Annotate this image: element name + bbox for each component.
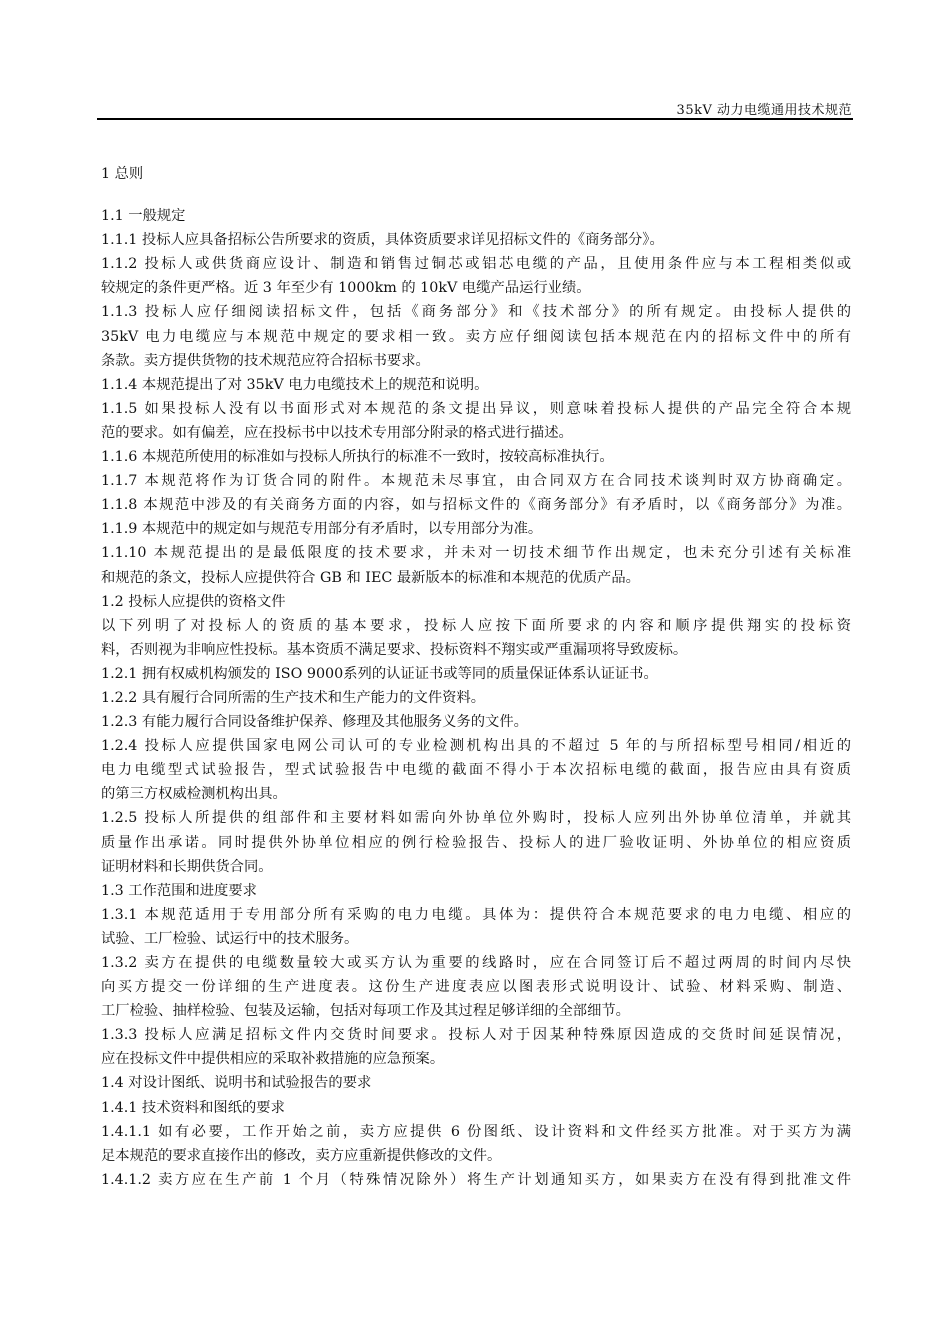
text-line: 1.2.4 投标人应提供国家电网公司认可的专业检测机构出具的不超过 5 年的与所招标型号相同/相近的	[101, 738, 851, 755]
text-line: 和规范的条文，投标人应提供符合 GB 和 IEC 最新版本的标准和本规范的优质产品。	[101, 569, 640, 586]
header-divider	[97, 118, 853, 120]
text-line: 1.3.3 投标人应满足招标文件内交货时间要求。投标人对于因某种特殊原因造成的交货时间延误情况，	[101, 1027, 851, 1044]
text-line: 1.1.5 如果投标人没有以书面形式对本规范的条文提出异议，则意味着投标人提供的产品完全符合本规	[101, 400, 851, 417]
text-line: 1.2.1 拥有权威机构颁发的 ISO 9000系列的认证证书或等同的质量保证体系认证证书。	[101, 665, 658, 682]
text-line: 1.1.7 本规范将作为订货合同的附件。本规范未尽事宜，由合同双方在合同技术谈判时双方协商确定。	[101, 473, 851, 490]
text-line: 1.1.1 投标人应具备招标公告所要求的资质，具体资质要求详见招标文件的《商务部分》。	[101, 232, 664, 249]
text-line: 足本规范的要求直接作出的修改，卖方应重新提供修改的文件。	[101, 1147, 502, 1164]
paragraph-gap	[101, 186, 851, 204]
text-line: 应在投标文件中提供相应的采取补救措施的应急预案。	[101, 1051, 445, 1068]
text-line: 工厂检验、抽样检验、包装及运输，包括对每项工作及其过程足够详细的全部细节。	[101, 1003, 630, 1020]
header-title: 35kV 动力电缆通用技术规范	[676, 103, 852, 118]
text-line: 1.2.5 投标人所提供的组部件和主要材料如需向外协单位外购时，投标人应列出外协单位清单，并就其	[101, 810, 851, 827]
text-line: 向买方提交一份详细的生产进度表。这份生产进度表应以图表形式说明设计、试验、材料采购、制造、	[101, 979, 851, 996]
text-line: 1.2.2 具有履行合同所需的生产技术和生产能力的文件资料。	[101, 689, 486, 706]
text-line: 1.3.1 本规范适用于专用部分所有采购的电力电缆。具体为：提供符合本规范要求的电力电缆、相应的	[101, 906, 851, 923]
text-line: 较规定的条件更严格。近 3 年至少有 1000km 的 10kV 电缆产品运行业绩。	[101, 280, 591, 297]
text-line: 1.4 对设计图纸、说明书和试验报告的要求	[101, 1075, 372, 1092]
text-line: 1.4.1.2 卖方应在生产前 1 个月（特殊情况除外）将生产计划通知买方，如果卖方在没有得到批准文件	[101, 1171, 851, 1188]
text-line: 条款。卖方提供货物的技术规范应符合招标书要求。	[101, 352, 430, 369]
text-line: 1.1.8 本规范中涉及的有关商务方面的内容，如与招标文件的《商务部分》有矛盾时，以《商务部分》为准。	[101, 497, 851, 514]
text-line: 以下列明了对投标人的资质的基本要求，投标人应按下面所要求的内容和顺序提供翔实的投标资	[101, 617, 851, 634]
text-line: 1.2 投标人应提供的资格文件	[101, 593, 286, 610]
text-line: 质量作出承诺。同时提供外协单位相应的例行检验报告、投标人的进厂验收证明、外协单位的相应资质	[101, 834, 851, 851]
text-line: 1 总则	[101, 166, 144, 182]
text-line: 35kV 电力电缆应与本规范中规定的要求相一致。卖方应仔细阅读包括本规范在内的招标文件中的所有	[101, 328, 851, 345]
text-line: 料，否则视为非响应性投标。基本资质不满足要求、投标资料不翔实或严重漏项将导致废标。	[101, 641, 688, 658]
text-line: 1.1.2 投标人或供货商应设计、制造和销售过铜芯或铝芯电缆的产品，且使用条件应与本工程相类似或	[101, 256, 851, 273]
text-line: 1.1.4 本规范提出了对 35kV 电力电缆技术上的规范和说明。	[101, 376, 489, 393]
text-line: 1.1.9 本规范中的规定如与规范专用部分有矛盾时，以专用部分为准。	[101, 521, 543, 538]
text-line: 证明材料和长期供货合同。	[101, 858, 273, 875]
text-line: 范的要求。如有偏差，应在投标书中以技术专用部分附录的格式进行描述。	[101, 424, 573, 441]
text-line: 1.3.2 卖方在提供的电缆数量较大或买方认为重要的线路时，应在合同签订后不超过两周的时间内尽快	[101, 955, 851, 971]
text-line: 1.4.1.1 如有必要，工作开始之前，卖方应提供 6 份图纸、设计资料和文件经买方批准。对于买方为满	[101, 1123, 851, 1140]
text-line: 1.3 工作范围和进度要求	[101, 882, 257, 899]
text-line: 1.4.1 技术资料和图纸的要求	[101, 1099, 285, 1116]
text-line: 的第三方权威检测机构出具。	[101, 786, 287, 803]
document-body	[101, 162, 851, 1192]
text-line: 1.2.3 有能力履行合同设备维护保养、修理及其他服务义务的文件。	[101, 714, 528, 731]
text-line: 1.1 一般规定	[101, 208, 186, 225]
text-line: 1.1.3 投标人应仔细阅读招标文件，包括《商务部分》和《技术部分》的所有规定。由投标人提供的	[101, 304, 851, 321]
text-line: 1.1.6 本规范所使用的标准如与投标人所执行的标准不一致时，按较高标准执行。	[101, 449, 614, 466]
text-line: 电力电缆型式试验报告，型式试验报告中电缆的截面不得小于本次招标电缆的截面，报告应由具有资质	[101, 762, 851, 779]
text-line: 1.1.10 本规范提出的是最低限度的技术要求，并未对一切技术细节作出规定，也未充分引述有关标准	[101, 545, 851, 562]
text-line: 试验、工厂检验、试运行中的技术服务。	[101, 930, 359, 947]
